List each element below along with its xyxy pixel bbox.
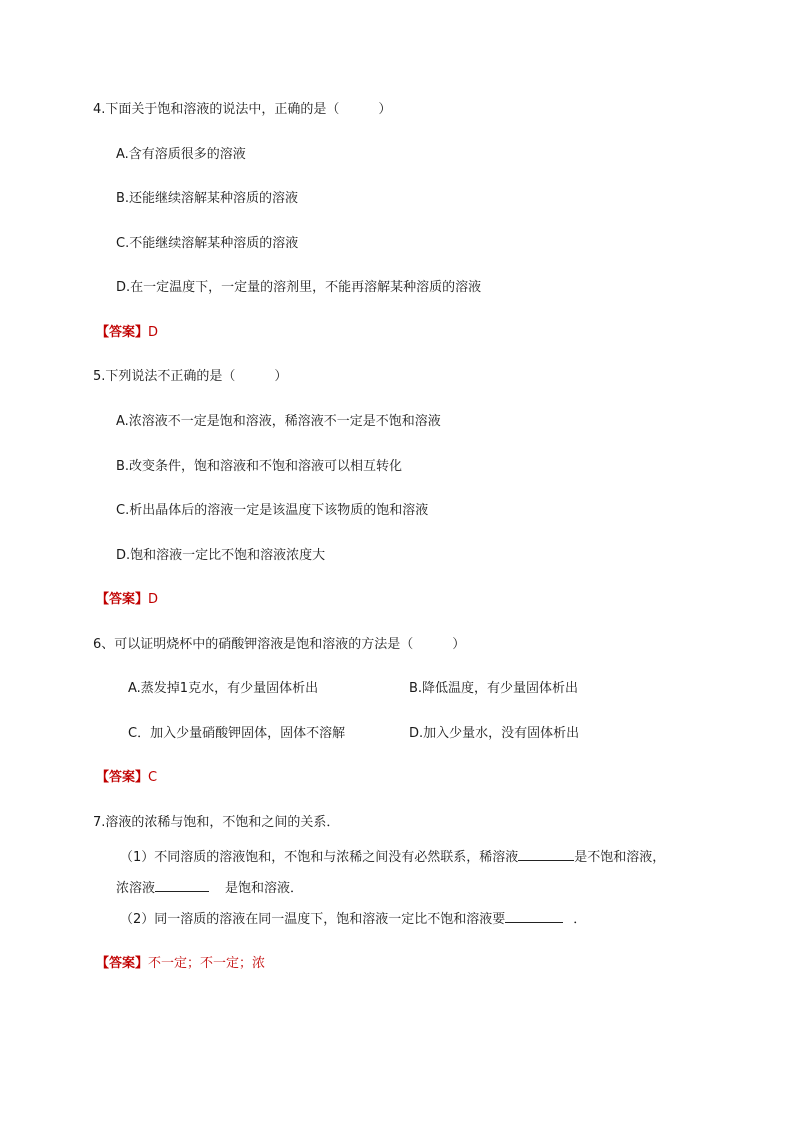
- question-7-sub-2-text-b: ．: [573, 912, 587, 927]
- question-5-option-d: D.饱和溶液一定比不饱和溶液浓度大: [116, 548, 326, 563]
- question-4-option-d: D.在一定温度下，一定量的溶剂里，不能再溶解某种溶质的溶液: [116, 280, 482, 295]
- question-6-option-d: D.加入少量水，没有固体析出: [409, 726, 580, 741]
- fill-blank-2[interactable]: [155, 877, 209, 892]
- answer-label: 【答案】: [96, 592, 149, 607]
- question-6-answer: [96, 769, 157, 787]
- answer-label: 【答案】: [96, 770, 149, 785]
- question-4-option-c: C.不能继续溶解某种溶质的溶液: [116, 236, 299, 251]
- answer-value: D: [148, 325, 159, 340]
- question-7-sub-1-line-2: [116, 877, 303, 898]
- question-4-stem: 4.下面关于饱和溶液的说法中，正确的是（ ）: [93, 102, 392, 117]
- question-5-option-a: A.浓溶液不一定是饱和溶液，稀溶液不一定是不饱和溶液: [116, 414, 441, 429]
- question-5-answer: [96, 591, 158, 609]
- question-4-answer: [96, 324, 158, 342]
- question-6-stem: 6、可以证明烧杯中的硝酸钾溶液是饱和溶液的方法是（ ）: [93, 637, 466, 652]
- question-7-stem: 7.溶液的浓稀与饱和，不饱和之间的关系．: [93, 815, 340, 830]
- question-5-option-c: C.析出晶体后的溶液一定是该温度下该物质的饱和溶液: [116, 503, 429, 518]
- question-7-sub-2: [120, 908, 586, 929]
- question-5-option-b: B.改变条件，饱和溶液和不饱和溶液可以相互转化: [116, 459, 403, 474]
- question-7-sub-1-text-a: （1）不同溶质的溶液饱和，不饱和与浓稀之间没有必然联系，稀溶液: [120, 850, 519, 865]
- answer-label: 【答案】: [96, 956, 149, 971]
- answer-value: C: [148, 770, 158, 785]
- question-5-stem: 5.下列说法不正确的是（ ）: [93, 369, 288, 384]
- question-7-sub-1: [120, 846, 665, 867]
- question-7-sub-1-text-b: 是不饱和溶液，: [574, 850, 666, 865]
- fill-blank-3[interactable]: [505, 908, 563, 923]
- question-7-sub-1-text-d: 是饱和溶液．: [225, 881, 304, 896]
- question-4-option-b: B.还能继续溶解某种溶质的溶液: [116, 191, 299, 206]
- question-7-sub-1-text-c: 浓溶液: [116, 881, 156, 896]
- question-7-answer: [96, 955, 265, 973]
- answer-value: 不一定；不一定；浓: [148, 956, 266, 971]
- question-7-sub-2-text-a: （2）同一溶质的溶液在同一温度下，饱和溶液一定比不饱和溶液要: [120, 912, 506, 927]
- answer-value: D: [148, 592, 159, 607]
- question-6-option-c: C．加入少量硝酸钾固体，固体不溶解: [128, 726, 346, 741]
- question-6-option-a: A.蒸发掉1克水，有少量固体析出: [128, 681, 319, 696]
- fill-blank-1[interactable]: [518, 846, 574, 861]
- question-4-option-a: A.含有溶质很多的溶液: [116, 147, 246, 162]
- question-6-option-b: B.降低温度，有少量固体析出: [409, 681, 579, 696]
- answer-label: 【答案】: [96, 325, 149, 340]
